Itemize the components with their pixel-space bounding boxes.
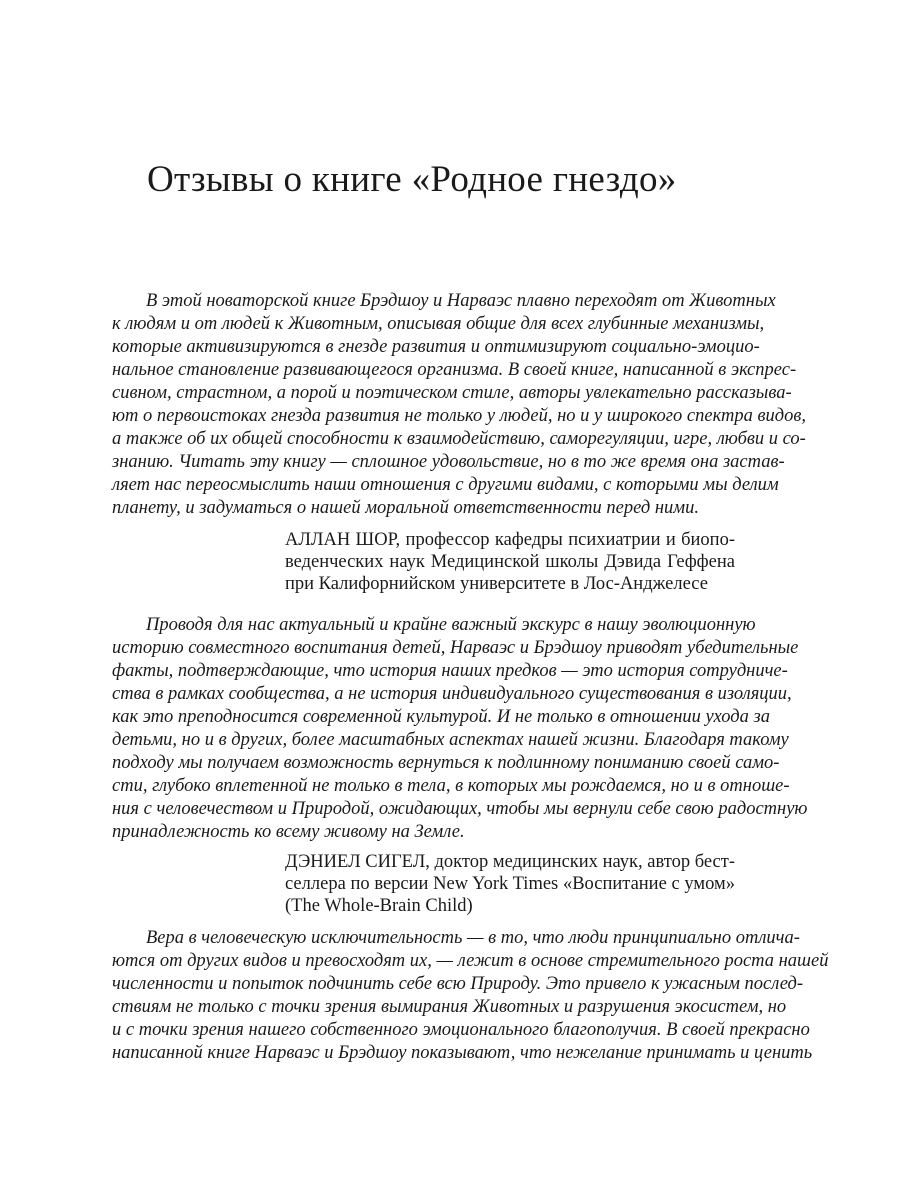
text-line: знанию. Читать эту книгу — сплошное удовольствие, но в то же время она застав- <box>112 452 785 472</box>
text-line: и с точки зрения нашего собственного эмоционального благополучия. В своей прекрасно <box>112 1020 810 1040</box>
review-2-text <box>112 614 808 844</box>
text-line: Вера в человеческую исключительность — в то, что люди принципиально отлича- <box>146 928 800 948</box>
text-line: факты, подтверждающие, что история наших предков — это история сотрудниче- <box>112 661 788 681</box>
text-line: детьми, но и в других, более масштабных аспектах нашей жизни. Благодаря такому <box>112 730 789 750</box>
text-line: сти, глубоко вплетенной не только в тела, в которых мы рождаемся, но и в отноше- <box>112 776 790 796</box>
review-3-text <box>112 927 829 1065</box>
attribution-line: АЛЛАН ШОР, профессор кафедры психиатрии и биопо- <box>285 530 735 550</box>
text-line: численности и попыток подчинить себе всю Природу. Это привело к ужасным послед- <box>112 974 804 994</box>
text-line: ют о первоистоках гнезда развития не только у людей, но и у широкого спектра видов, <box>112 406 807 426</box>
text-line: как это преподносится современной культурой. И не только в отношении ухода за <box>112 707 770 727</box>
attribution-line: веденческих наук Медицинской школы Дэвида Геффена <box>285 552 735 572</box>
attribution-line: селлера по версии New York Times «Воспитание с умом» <box>285 874 735 894</box>
text-line: ляет нас переосмыслить наши отношения с другими видами, с которыми мы делим <box>112 475 779 495</box>
text-line: В этой новаторской книге Брэдшоу и Нарваэс плавно переходят от Животных <box>146 291 776 311</box>
text-line: ются от других видов и превосходят их, — лежит в основе стремительного роста нашей <box>112 951 829 971</box>
text-line: принадлежность ко всему живому на Земле. <box>112 822 465 842</box>
text-line: ния с человечеством и Природой, ожидающих, чтобы мы вернули себе свою радостную <box>112 799 808 819</box>
text-line: ства в рамках сообщества, а не история индивидуального существования в изоляции, <box>112 684 792 704</box>
text-line: написанной книге Нарваэс и Брэдшоу показывают, что нежелание принимать и ценить <box>112 1043 813 1063</box>
text-line: к людям и от людей к Животным, описывая общие для всех глубинные механизмы, <box>112 314 765 334</box>
text-line: планету, и задуматься о нашей моральной ответственности перед ними. <box>112 498 699 518</box>
text-line: ствиям не только с точки зрения вымирания Животных и разрушения экосистем, но <box>112 997 787 1017</box>
review-2-attribution <box>285 851 735 917</box>
text-line: а также об их общей способности к взаимодействию, саморегуляции, игре, любви и со- <box>112 429 806 449</box>
text-line: историю совместного воспитания детей, Нарваэс и Брэдшоу приводят убедительные <box>112 638 799 658</box>
attribution-line: при Калифорнийском университете в Лос-Анджелесе <box>285 574 708 594</box>
text-line: которые активизируются в гнезде развития и оптимизируют социально-эмоцио- <box>112 337 760 357</box>
page-title: Отзывы о книге «Родное гнездо» <box>147 159 677 200</box>
attribution-line: ДЭНИЕЛ СИГЕЛ, доктор медицинских наук, автор бест- <box>285 852 735 872</box>
text-line: сивном, страстном, а порой и поэтическом стиле, авторы увлекательно рассказыва- <box>112 383 792 403</box>
attribution-line: (The Whole-Brain Child) <box>285 896 473 916</box>
review-1-attribution <box>285 529 735 595</box>
text-line: подходу мы получаем возможность вернуться к подлинному пониманию своей само- <box>112 753 780 773</box>
text-line: нальное становление развивающегося организма. В своей книге, написанной в экспрес- <box>112 360 797 380</box>
review-1-text <box>112 290 807 520</box>
text-line: Проводя для нас актуальный и крайне важный экскурс в нашу эволюционную <box>146 615 756 635</box>
